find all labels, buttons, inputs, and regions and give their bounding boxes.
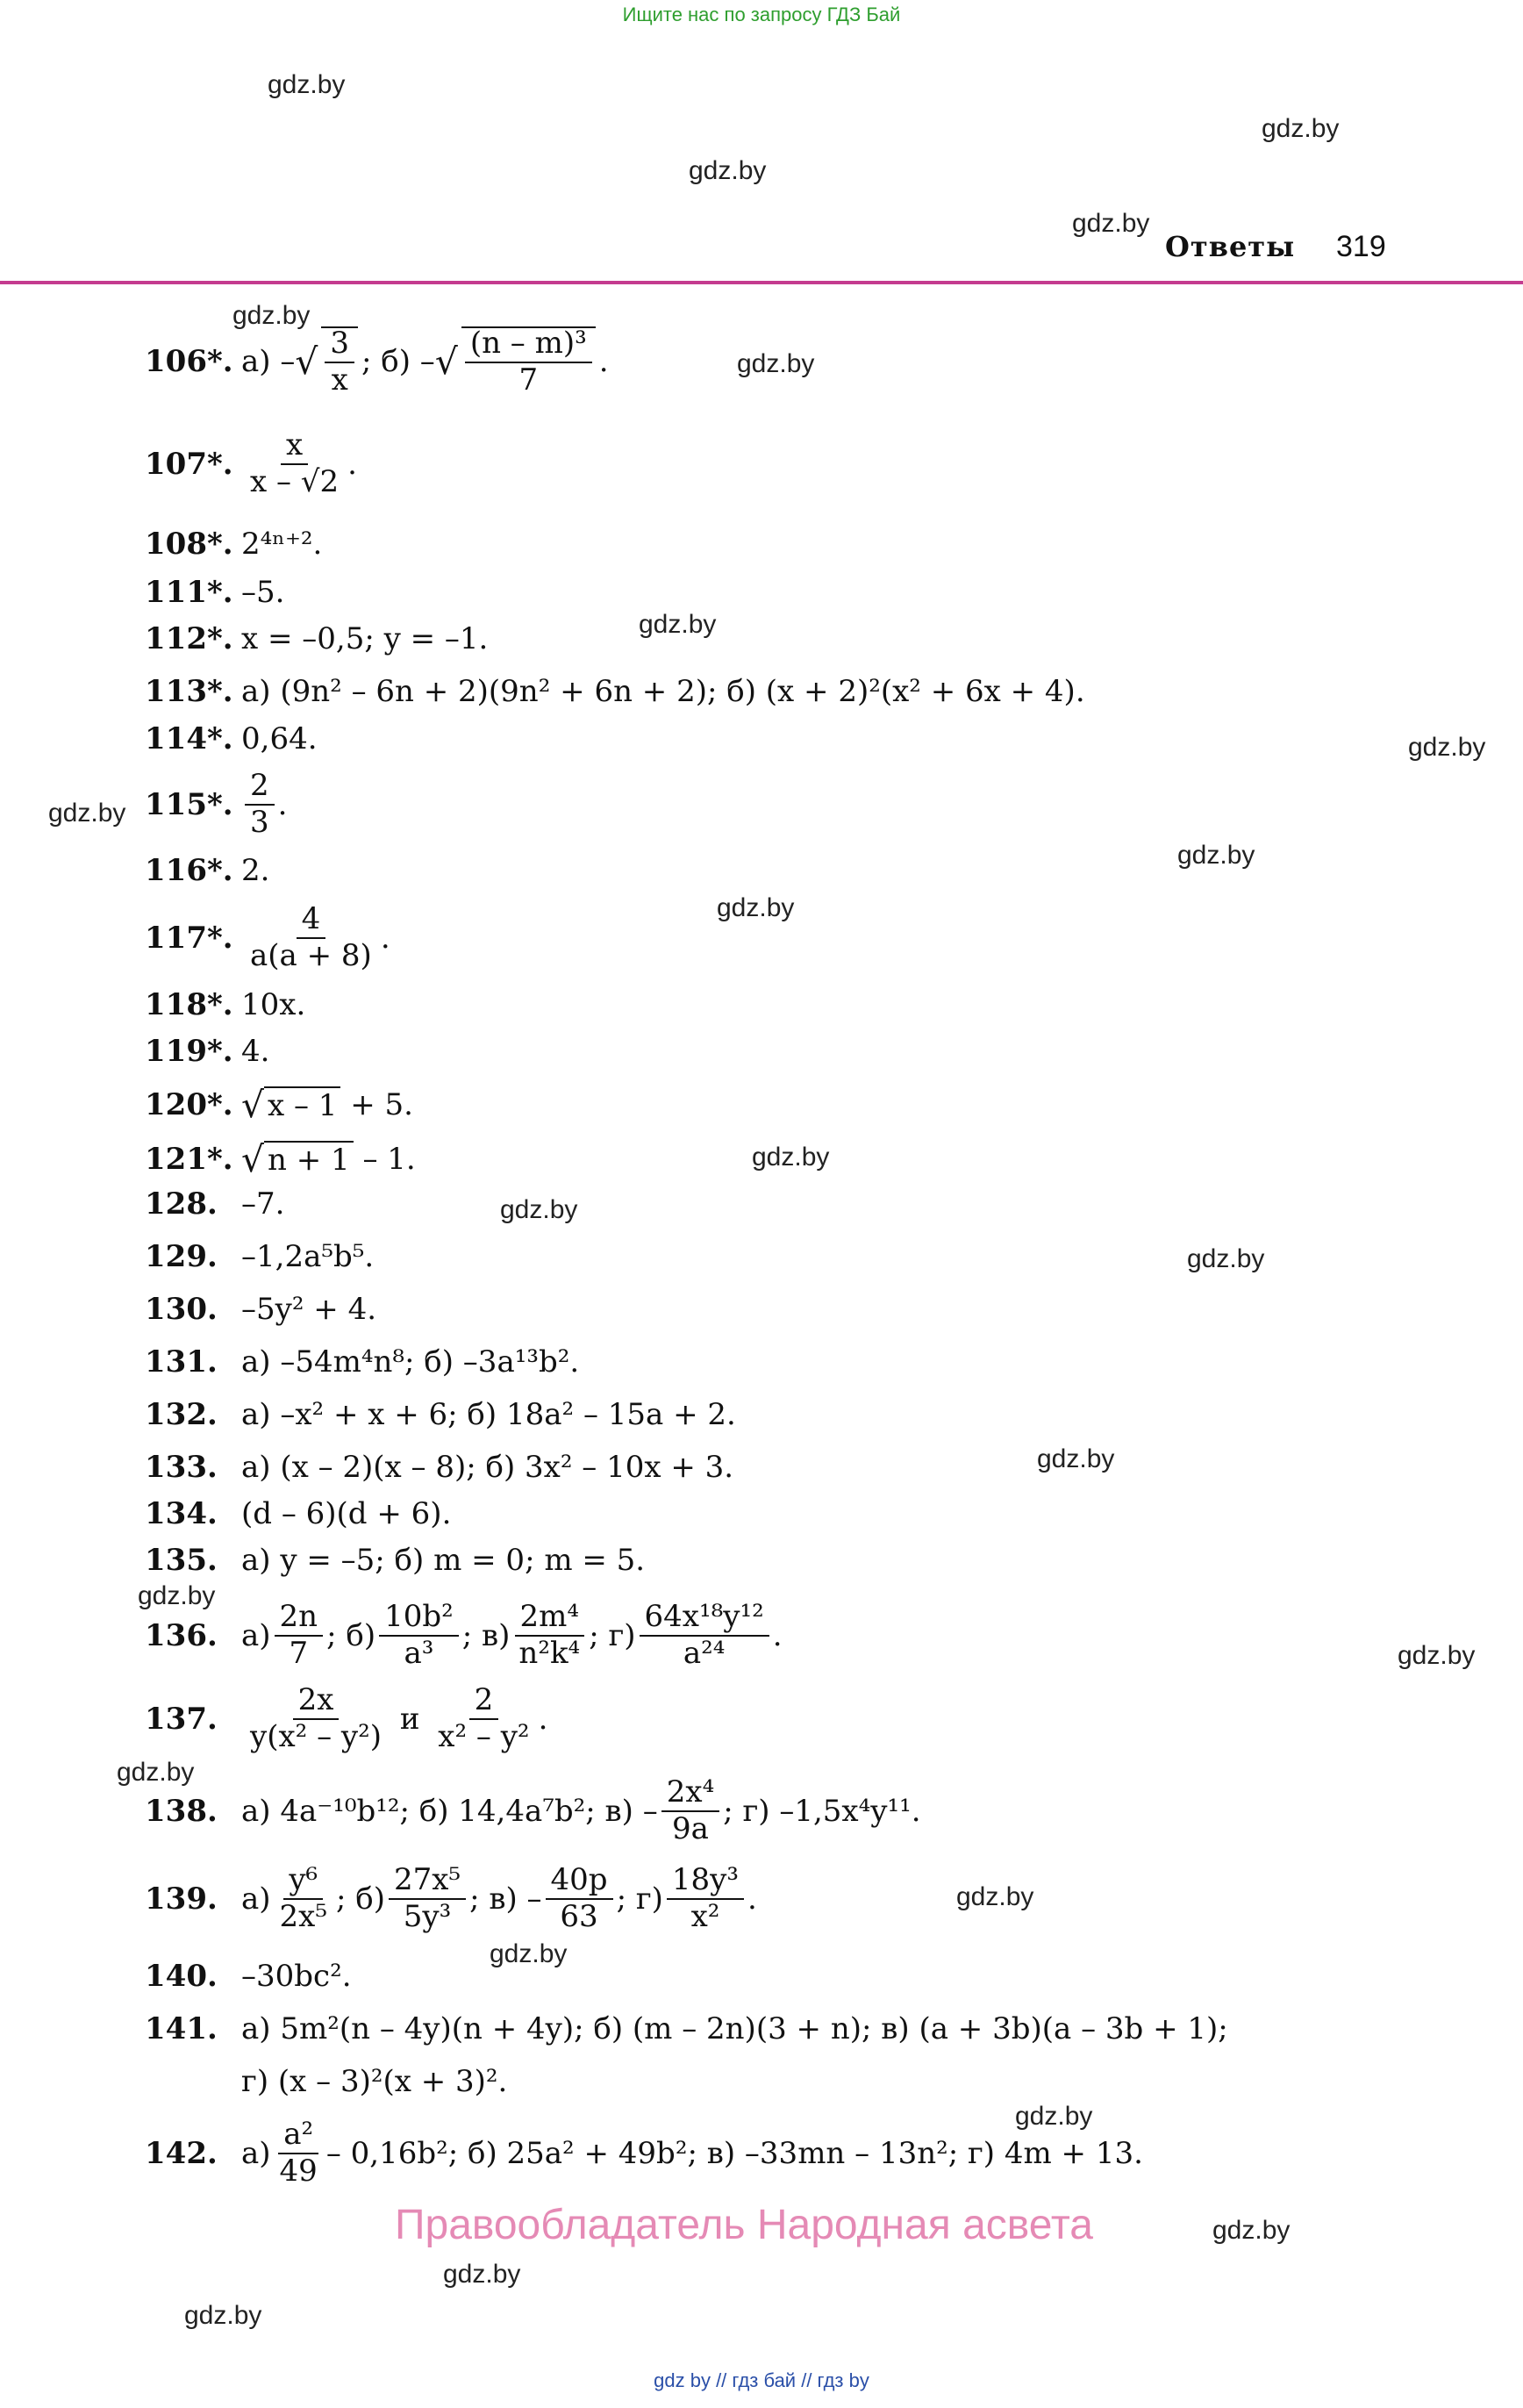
answer-number: 131. bbox=[145, 1344, 218, 1380]
answer-number: 121*. bbox=[145, 1142, 233, 1177]
answer-text: а) bbox=[241, 343, 271, 379]
fraction: $\frac{\text{10b²}}{\text{a³}}$ bbox=[379, 1602, 459, 1669]
answer-129 bbox=[145, 1239, 374, 1274]
answer-131 bbox=[145, 1344, 579, 1380]
answer-number: 106*. bbox=[145, 343, 233, 379]
answer-text: (d – 6)(d + 6). bbox=[241, 1496, 452, 1531]
answer-number: 119*. bbox=[145, 1034, 233, 1069]
page-title: Ответы bbox=[1165, 230, 1296, 263]
watermark: gdz.by bbox=[48, 799, 126, 828]
fraction: $\frac{4}{a(a + 8)}$ bbox=[250, 901, 372, 973]
answer-number: 140. bbox=[145, 1959, 218, 1994]
answer-number: 107*. bbox=[145, 446, 233, 482]
answer-number: 136. bbox=[145, 1617, 218, 1653]
answer-128 bbox=[145, 1186, 284, 1222]
answer-number: 117*. bbox=[145, 920, 233, 956]
watermark: gdz.by bbox=[1015, 2102, 1093, 2131]
fraction: $\frac{3}{x}$ bbox=[321, 326, 358, 396]
answer-text: –5. bbox=[241, 575, 285, 610]
fraction: $\frac{\text{y⁶}}{\text{2x⁵}}$ bbox=[279, 1862, 327, 1934]
watermark: gdz.by bbox=[232, 301, 311, 330]
answer-number: 132. bbox=[145, 1397, 218, 1432]
answer-number: 129. bbox=[145, 1239, 218, 1274]
watermark: gdz.by bbox=[500, 1195, 578, 1224]
watermark: gdz.by bbox=[689, 156, 767, 185]
answer-117: 117*. $\frac{4}{a(a + 8)}$ . bbox=[145, 901, 390, 973]
answer-120: 120*. √ x – 1 + 5. bbox=[145, 1084, 413, 1126]
fraction: $\frac{\text{64x¹⁸y¹²}}{\text{a²⁴}}$ bbox=[640, 1602, 769, 1669]
answer-text: а) (9n² – 6n + 2)(9n² + 6n + 2); б) (x + 2)²(x² + 6x + 4). bbox=[241, 674, 1085, 709]
answer-number: 114*. bbox=[145, 721, 233, 756]
watermark: gdz.by bbox=[184, 2301, 262, 2330]
watermark: gdz.by bbox=[717, 893, 795, 922]
watermark: gdz.by bbox=[639, 610, 717, 639]
answer-number: 120*. bbox=[145, 1087, 233, 1122]
fraction: $\frac{\text{(n – m)³}}{7}$ bbox=[461, 326, 596, 396]
answer-text: г) (x – 3)²(x + 3)². bbox=[241, 2064, 508, 2099]
answer-number: 111*. bbox=[145, 575, 233, 610]
answer-142: 142. а) $\frac{\text{a²}}{49}$ – 0,16b²; б) 25a² + 49b²; в) –33mn – 13n²; г) 4m + 13. bbox=[145, 2117, 1143, 2189]
answer-text: –1,2a⁵b⁵. bbox=[241, 1239, 375, 1274]
answer-130 bbox=[145, 1292, 376, 1327]
watermark: gdz.by bbox=[268, 70, 346, 99]
answer-136: 136. а) $\frac{2n}{7}$ ; б) $\frac{\text{10b²}}{\text{a³}}$ ; в) $\frac{\text{2m⁴}}{\text{n²k⁴}}$ ; г) $\frac{\text{64x¹⁸y¹²}}{\text{a²⁴}}$ . bbox=[145, 1599, 783, 1671]
answer-108: 108*. 2⁴ⁿ⁺² . bbox=[145, 527, 323, 562]
answer-text: + 5. bbox=[350, 1087, 413, 1122]
fraction: $\frac{\text{2m⁴}}{\text{n²k⁴}}$ bbox=[513, 1602, 585, 1669]
answer-text: а) (x – 2)(x – 8); б) 3x² – 10x + 3. bbox=[241, 1450, 734, 1485]
watermark: gdz.by bbox=[1187, 1244, 1265, 1273]
fraction: $\frac{\text{27x⁵}}{\text{5y³}}$ bbox=[389, 1865, 466, 1932]
watermark: gdz.by bbox=[1212, 2216, 1291, 2245]
fraction: $\frac{x}{x - √2}$ bbox=[250, 427, 340, 499]
fraction: $\frac{40p}{63}$ bbox=[546, 1865, 613, 1932]
fraction: $\frac{2x}{\text{y(x² – y²)}}$ bbox=[250, 1682, 382, 1754]
answer-116 bbox=[145, 853, 269, 888]
answer-text: а) –54m⁴n⁸; б) –3a¹³b². bbox=[241, 1344, 580, 1380]
answer-number: 142. bbox=[145, 2135, 218, 2171]
answer-text: –5y² + 4. bbox=[241, 1292, 377, 1327]
answer-113 bbox=[145, 674, 1085, 709]
answer-119 bbox=[145, 1034, 269, 1069]
answer-107: 107*. $\frac{x}{x - √2}$ . bbox=[145, 427, 357, 499]
watermark: gdz.by bbox=[1037, 1444, 1115, 1473]
answer-number: 141. bbox=[145, 2011, 218, 2046]
answer-133 bbox=[145, 1450, 733, 1485]
fraction: $\frac{\text{2x⁴}}{9a}$ bbox=[661, 1777, 719, 1845]
answer-number: 128. bbox=[145, 1186, 218, 1222]
answer-106: 106*. а) – √ $\frac{3}{x}$ ; б) – √ $\frac{\text{(n – m)³}}{7}$ . bbox=[145, 326, 609, 398]
answer-121: 121*. √ n + 1 – 1. bbox=[145, 1138, 416, 1180]
watermark: gdz.by bbox=[1177, 841, 1255, 870]
answer-text: 2⁴ⁿ⁺² bbox=[241, 527, 313, 562]
answer-139: 139. а) $\frac{\text{y⁶}}{\text{2x⁵}}$ ; б) $\frac{\text{27x⁵}}{\text{5y³}}$ ; в) – $\frac{40p}{63}$ ; г) $\frac{\text{18y³}}{\text{x²}}$ . bbox=[145, 1862, 757, 1934]
answer-number: 139. bbox=[145, 1881, 218, 1917]
header-divider bbox=[0, 281, 1523, 284]
fraction: $\frac{\text{18y³}}{\text{x²}}$ bbox=[667, 1865, 744, 1932]
answer-text: 2. bbox=[241, 853, 270, 888]
answer-text: а) 5m²(n – 4y)(n + 4y); б) (m – 2n)(3 + n); в) (a + 3b)(a – 3b + 1); bbox=[241, 2011, 1228, 2046]
fraction: $\frac{2n}{7}$ bbox=[275, 1602, 324, 1669]
answer-text: 4. bbox=[241, 1034, 270, 1069]
answer-text: –30bc². bbox=[241, 1959, 352, 1994]
watermark: gdz.by bbox=[1408, 733, 1486, 762]
watermark: gdz.by bbox=[1398, 1641, 1476, 1670]
fraction: $\frac{2}{3}$ bbox=[245, 770, 275, 838]
answer-135 bbox=[145, 1543, 645, 1578]
watermark: gdz.by bbox=[443, 2260, 521, 2289]
answer-number: 130. bbox=[145, 1292, 218, 1327]
watermark: gdz.by bbox=[117, 1758, 195, 1787]
answer-141-cont bbox=[241, 2064, 507, 2099]
answer-text: 0,64. bbox=[241, 721, 318, 756]
watermark: gdz.by bbox=[752, 1143, 830, 1172]
page-number: 319 bbox=[1336, 230, 1386, 263]
answer-number: 115*. bbox=[145, 786, 233, 822]
answer-number: 118*. bbox=[145, 987, 233, 1022]
answer-112 bbox=[145, 621, 488, 656]
watermark: gdz.by bbox=[1072, 209, 1150, 238]
answer-118 bbox=[145, 987, 305, 1022]
answer-text: а) y = –5; б) m = 0; m = 5. bbox=[241, 1543, 646, 1578]
fraction: $\frac{2}{\text{x² – y²}}$ bbox=[438, 1682, 530, 1754]
answer-number: 134. bbox=[145, 1496, 218, 1531]
top-search-link[interactable]: Ищите нас по запросу ГДЗ Бай bbox=[622, 4, 901, 25]
watermark: gdz.by bbox=[737, 349, 815, 378]
answer-text: –7. bbox=[241, 1186, 285, 1222]
bottom-links[interactable]: gdz by // гдз бай // гдз by bbox=[654, 2369, 869, 2391]
answer-number: 135. bbox=[145, 1543, 218, 1578]
answer-140 bbox=[145, 1959, 352, 1994]
answer-text: x = –0,5; y = –1. bbox=[241, 621, 489, 656]
answer-number: 138. bbox=[145, 1793, 218, 1829]
answer-111 bbox=[145, 575, 284, 610]
answer-text: а) –x² + x + 6; б) 18a² – 15a + 2. bbox=[241, 1397, 736, 1432]
answer-text: б) bbox=[381, 343, 411, 379]
answer-141 bbox=[145, 2011, 1228, 2046]
fraction: $\frac{\text{a²}}{49}$ bbox=[279, 2117, 318, 2189]
answer-115: 115*. $\frac{2}{3}$ . bbox=[145, 768, 288, 840]
answer-138: 138. а) 4a⁻¹⁰b¹²; б) 14,4a⁷b²; в) – $\frac{\text{2x⁴}}{9a}$ ; г) –1,5x⁴y¹¹. bbox=[145, 1774, 921, 1846]
watermark: gdz.by bbox=[138, 1581, 216, 1610]
watermark: gdz.by bbox=[490, 1939, 568, 1968]
answer-number: 133. bbox=[145, 1450, 218, 1485]
answer-137: 137. $\frac{2x}{\text{y(x² – y²)}}$ и $\frac{2}{\text{x² – y²}}$ . bbox=[145, 1682, 548, 1754]
answer-number: 137. bbox=[145, 1701, 218, 1737]
copyright-holder: Правообладатель Народная асвета bbox=[395, 2202, 1093, 2248]
answer-134 bbox=[145, 1496, 451, 1531]
answer-132 bbox=[145, 1397, 736, 1432]
answer-number: 113*. bbox=[145, 674, 233, 709]
answer-number: 116*. bbox=[145, 853, 233, 888]
answer-number: 112*. bbox=[145, 621, 233, 656]
answer-text: – 1. bbox=[362, 1142, 416, 1177]
watermark: gdz.by bbox=[1262, 114, 1340, 143]
answer-114 bbox=[145, 721, 318, 756]
answer-text: 10x. bbox=[241, 987, 306, 1022]
answer-number: 108*. bbox=[145, 527, 233, 562]
watermark: gdz.by bbox=[956, 1882, 1034, 1911]
